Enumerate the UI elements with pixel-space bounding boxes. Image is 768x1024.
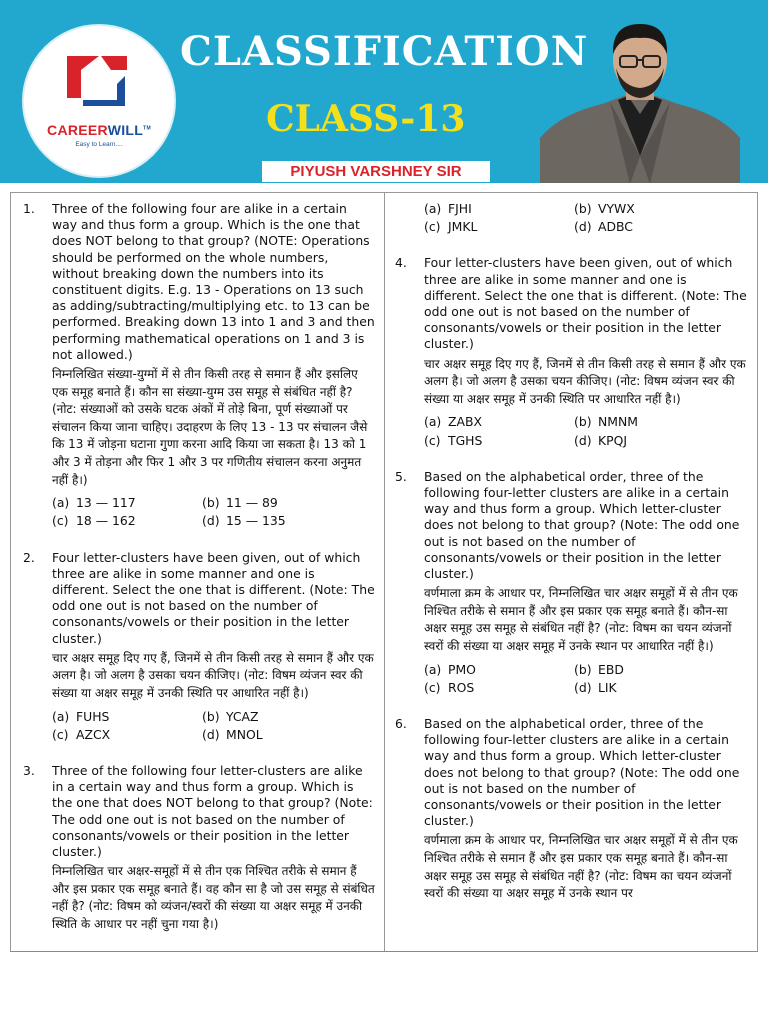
option-label: (a) bbox=[424, 661, 442, 677]
question-6 bbox=[395, 716, 747, 903]
option-d[interactable] bbox=[202, 513, 352, 529]
question-text-english: Four letter-clusters have been given, out of which three are alike in some manner and one is different. Select the one that is different. (Note: The odd one out is not based on the number of consonants/vowels or their position in the letter cluster.) bbox=[424, 255, 747, 352]
option-text: FUHS bbox=[76, 708, 110, 724]
option-b[interactable] bbox=[574, 662, 724, 678]
option-c[interactable] bbox=[424, 680, 574, 696]
question-1 bbox=[23, 201, 375, 530]
question-text-hindi: वर्णमाला क्रम के आधार पर, निम्नलिखित चार अक्षर समूहों में से तीन एक निश्चित तरीके से समान हैं और इस प्रकार एक समूह बनाते हैं। कौन-सा अक्षर समूह उस समूह से संबंधित नहीं है? (नोट: विषम का चयन व्यंजनों स्वरों की संख्या या अक्षर समूह में उनके स्थान पर bbox=[424, 833, 738, 901]
option-label: (a) bbox=[52, 495, 70, 511]
option-label: (d) bbox=[202, 726, 220, 742]
page-subtitle: CLASS-13 bbox=[266, 98, 466, 140]
option-label: (a) bbox=[52, 708, 70, 724]
option-label: (c) bbox=[424, 219, 441, 235]
logo-wordmark bbox=[24, 122, 174, 138]
question-2 bbox=[23, 550, 375, 743]
logo-wordmark-red: CAREER bbox=[47, 122, 108, 138]
option-a[interactable] bbox=[52, 709, 202, 725]
option-text: 15 — 135 bbox=[226, 513, 286, 529]
question-text-english: Four letter-clusters have been given, out of which three are alike in some manner and one is different. Select the one that is different. (Note: The odd one out is not based on the number of consonants/vowels or their position in the letter cluster.) bbox=[52, 549, 375, 646]
question-number: 6. bbox=[395, 716, 407, 732]
options bbox=[52, 495, 375, 529]
question-number: 4. bbox=[395, 255, 407, 271]
option-text: LIK bbox=[598, 679, 617, 695]
question-text-hindi: निम्नलिखित संख्या-युग्मों में से तीन किसी तरह से समान हैं और इसलिए एक समूह बनाते हैं। कौन सा संख्या-युग्म उस समूह से संबंधित नहीं है? (नोट: संख्याओं को उसके घटक अंकों में तोड़े बिना, पूर्ण संख्याओं पर संचालन किया जाना चाहिए। उदाहरण के लिए 13 - 13 पर संचालन जैसे कि 13 में जोड़ना घटाना गुणा करना आदि किया जा सकता है। 13 को 1 और 3 में तोड़ना और फिर 1 और 3 पर गणितीय संचालन करना अनुमत नहीं है।) bbox=[52, 367, 368, 487]
option-label: (b) bbox=[574, 661, 592, 677]
question-text-hindi: चार अक्षर समूह दिए गए हैं, जिनमें से तीन किसी तरह से समान हैं और एक अलग है। जो अलग है उसका चयन कीजिए। (नोट: विषम व्यंजन स्वर की संख्या या अक्षर समूह में उनकी स्थिति पर आधारित नहीं है।) bbox=[424, 356, 746, 406]
left-column bbox=[23, 201, 375, 954]
option-label: (d) bbox=[574, 679, 592, 695]
option-text: 11 — 89 bbox=[226, 495, 278, 511]
option-text: AZCX bbox=[76, 726, 111, 742]
question-panel bbox=[10, 192, 758, 952]
careerwill-logo bbox=[22, 24, 176, 178]
question-number: 5. bbox=[395, 468, 407, 484]
option-label: (a) bbox=[424, 414, 442, 430]
option-d[interactable] bbox=[574, 680, 724, 696]
option-text: ROS bbox=[448, 679, 475, 695]
option-text: KPQJ bbox=[598, 432, 628, 448]
question-text-english: Three of the following four are alike in a certain way and thus form a group. Which is the one that does NOT belong to that group? (NOTE: Operations should be performed on the whole numbers, without breaking down the numbers into its constituent digits. E.g. 13 - Operations on 13 such as adding/subtracting/multiplying etc. to 13 can be performed. Breaking down 13 into 1 and 3 and then performing mathematical operations on 1 and 3 is not allowed.) bbox=[52, 201, 375, 362]
options bbox=[52, 709, 375, 743]
question-5 bbox=[395, 469, 747, 696]
option-text: NMNM bbox=[598, 414, 638, 430]
question-text-hindi: वर्णमाला क्रम के आधार पर, निम्नलिखित चार अक्षर समूहों में से तीन एक निश्चित तरीके से समान हैं और इस प्रकार एक समूह बनाते हैं। कौन-सा अक्षर समूह उस समूह से संबंधित नहीं है? (नोट: विषम का चयन व्यंजनों स्वरों की संख्या या अक्षर समूह में उनके स्थान पर आधारित नहीं है।) bbox=[424, 586, 738, 654]
option-text: 18 — 162 bbox=[76, 513, 136, 529]
question-text-english: Three of the following four letter-clusters are alike in a certain way and thus form a group. Which is the one that does NOT belong to that group? (Note: The odd one out is not based on the number of consonants/vowels or their position in the letter cluster.) bbox=[52, 763, 373, 860]
option-c[interactable] bbox=[52, 513, 202, 529]
question-number: 1. bbox=[23, 201, 35, 216]
option-c[interactable] bbox=[424, 433, 574, 449]
right-column bbox=[395, 201, 747, 923]
option-a[interactable] bbox=[424, 662, 574, 678]
option-a[interactable] bbox=[424, 414, 574, 430]
option-label: (c) bbox=[52, 726, 69, 742]
option-text: ADBC bbox=[598, 219, 633, 235]
option-d[interactable] bbox=[574, 219, 724, 235]
option-text: EBD bbox=[598, 661, 624, 677]
option-c[interactable] bbox=[52, 727, 202, 743]
option-b[interactable] bbox=[202, 495, 352, 511]
option-text: PMO bbox=[448, 661, 476, 677]
question-number: 3. bbox=[23, 763, 35, 778]
option-label: (c) bbox=[424, 679, 441, 695]
option-text: ZABX bbox=[448, 414, 482, 430]
option-text: TGHS bbox=[448, 432, 483, 448]
logo-mark-icon bbox=[61, 48, 133, 110]
question-3 bbox=[23, 763, 375, 934]
option-d[interactable] bbox=[574, 433, 724, 449]
option-label: (d) bbox=[574, 219, 592, 235]
question-number: 2. bbox=[23, 549, 35, 565]
option-label: (c) bbox=[424, 432, 441, 448]
option-c[interactable] bbox=[424, 219, 574, 235]
option-label: (d) bbox=[574, 432, 592, 448]
option-label: (b) bbox=[574, 201, 592, 216]
option-a[interactable] bbox=[424, 201, 574, 217]
teacher-photo bbox=[540, 16, 740, 183]
header-banner bbox=[0, 0, 768, 183]
option-text: 13 — 117 bbox=[76, 495, 136, 511]
option-label: (b) bbox=[202, 708, 220, 724]
options bbox=[424, 662, 747, 696]
option-b[interactable] bbox=[574, 201, 724, 217]
question-4 bbox=[395, 255, 747, 448]
option-label: (c) bbox=[52, 513, 69, 529]
option-a[interactable] bbox=[52, 495, 202, 511]
logo-wordmark-blue: WILL bbox=[107, 122, 144, 138]
option-label: (a) bbox=[424, 201, 442, 216]
option-text: JMKL bbox=[448, 219, 478, 235]
option-text: VYWX bbox=[598, 201, 635, 216]
teacher-name-badge: PIYUSH VARSHNEY SIR bbox=[262, 161, 490, 182]
option-label: (d) bbox=[202, 513, 220, 529]
option-b[interactable] bbox=[202, 709, 352, 725]
logo-tm: TM bbox=[143, 125, 151, 132]
question-3-options bbox=[395, 201, 747, 235]
option-d[interactable] bbox=[202, 727, 352, 743]
column-divider bbox=[384, 193, 385, 951]
logo-tagline: Easy to Learn.... bbox=[75, 141, 123, 148]
page-title: CLASSIFICATION bbox=[180, 28, 589, 75]
question-text-hindi: निम्नलिखित चार अक्षर-समूहों में से तीन एक निश्चित तरीके से समान हैं और इस प्रकार एक समूह बनाते हैं। वह कौन सा है जो उस समूह से संबंधित नहीं है? (नोट: विषम को व्यंजन/स्वरों की संख्या या अक्षर समूह में उनकी स्थिति के आधार पर नहीं चुना गया है।) bbox=[52, 864, 375, 931]
question-text-english: Based on the alphabetical order, three of the following four-letter clusters are alike in a certain way and thus form a group. Which letter-cluster does not belong to that group? (Note: The odd one out is not based on the number of consonants/vowels or their position in the letter cluster.) bbox=[424, 468, 740, 582]
option-text: FJHI bbox=[448, 201, 472, 216]
option-label: (b) bbox=[574, 414, 592, 430]
options bbox=[424, 414, 747, 448]
option-label: (b) bbox=[202, 495, 220, 511]
option-b[interactable] bbox=[574, 414, 724, 430]
question-text-hindi: चार अक्षर समूह दिए गए हैं, जिनमें से तीन किसी तरह से समान हैं और एक अलग है। जो अलग है उसका चयन कीजिए। (नोट: विषम व्यंजन स्वर की संख्या या अक्षर समूह में उनकी स्थिति पर आधारित नहीं है।) bbox=[52, 650, 374, 700]
question-text-english: Based on the alphabetical order, three of the following four-letter clusters are alike in a certain way and thus form a group. Which letter-cluster does not belong to that group? (Note: The odd one out is not based on the number of consonants/vowels or their position in the letter cluster.) bbox=[424, 716, 740, 829]
option-text: MNOL bbox=[226, 726, 263, 742]
option-text: YCAZ bbox=[226, 708, 259, 724]
